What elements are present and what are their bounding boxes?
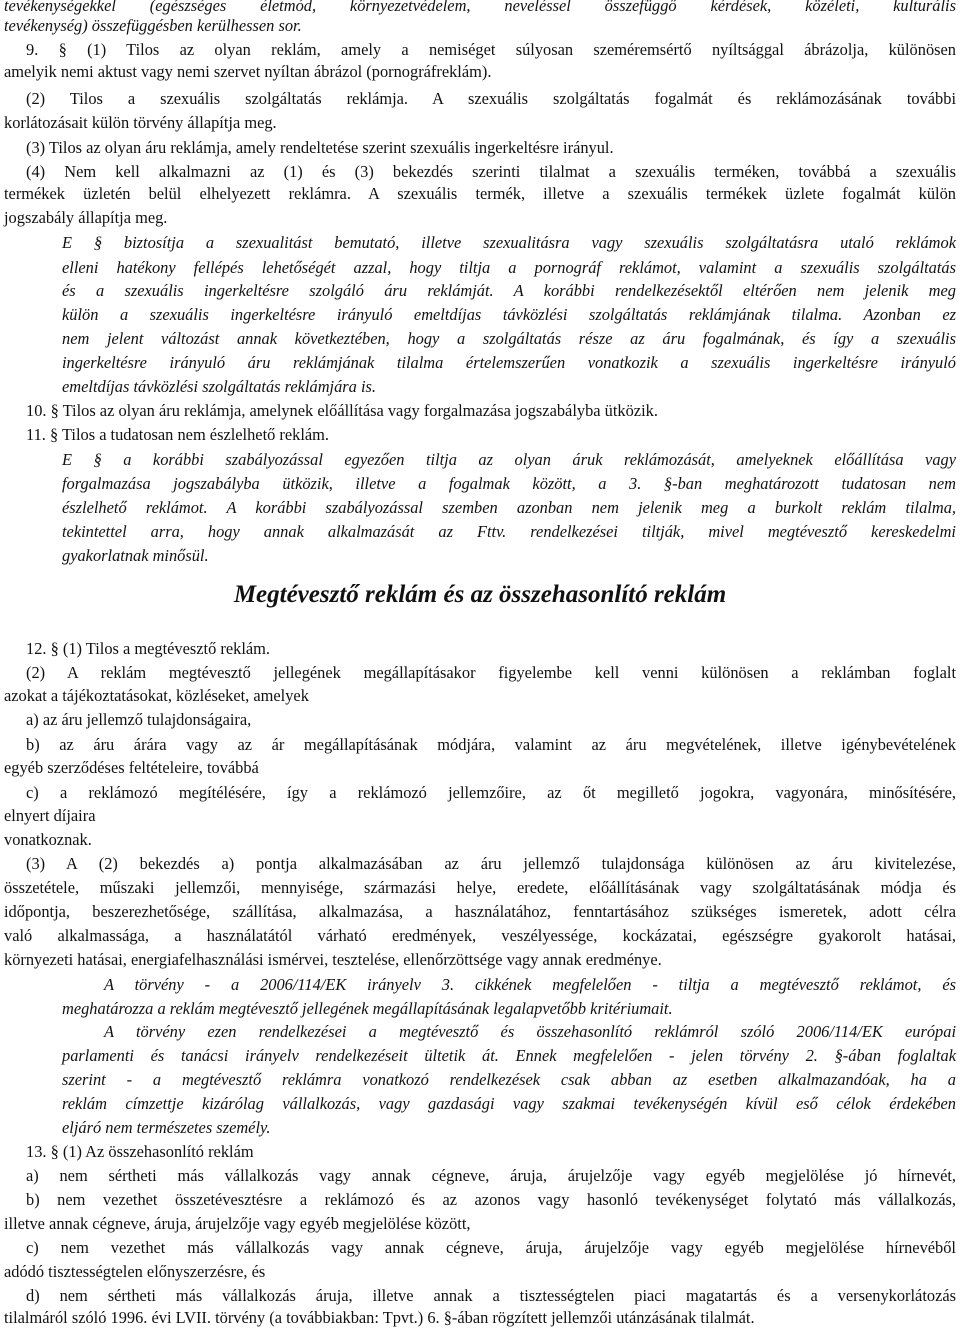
text-line: amelyik nemi aktust vagy nemi szervet nyíltan ábrázol (pornográfreklám).	[4, 62, 492, 81]
text-line: tilalmáról szóló 1996. évi LVII. törvény (a továbbiakban: Tpvt.) 6. §-ában rögzített jellemzői utánzásának tilalmát.	[4, 1308, 755, 1327]
text-line: jogszabály állapítja meg.	[4, 208, 168, 227]
text-line: tekintettel arra, hogy annak alkalmazását az Fttv. rendelkezései tiltják, mivel megtévesztő kereskedelmi	[62, 522, 956, 541]
text-line: parlamenti és tanácsi irányelv rendelkezéseit ültetik át. Ennek megfelelően - jelen törvény 2. §-ában foglaltak	[62, 1046, 956, 1065]
section-heading: Megtévesztő reklám és az összehasonlító reklám	[233, 581, 727, 608]
text-line: a) az áru jellemző tulajdonságaira,	[26, 710, 252, 729]
text-line: észlelhető reklámot. A korábbi szabályozással szemben azonban nem jelenik meg a burkolt reklám tilalma,	[62, 498, 956, 517]
text-line: (4) Nem kell alkalmazni az (1) és (3) bekezdés szerinti tilalmat a szexuális terméken, továbbá a szexuális	[26, 162, 956, 181]
text-line: c) a reklámozó megítélésére, így a reklámozó jellemzőire, az őt megillető jogokra, vagyonára, minősítésére,	[26, 783, 956, 802]
text-line: és a szexuális ingerkeltésre szolgáló áru reklámját. A korábbi rendelkezésektől eltérően nem jelenik meg	[62, 281, 956, 300]
text-line: való alkalmassága, a használatától várható eredmények, veszélyessége, kockázatai, egészségre gyakorolt hatásai,	[4, 926, 956, 945]
text-line: eljáró nem természetes személy.	[62, 1118, 271, 1137]
text-line: 12. § (1) Tilos a megtévesztő reklám.	[26, 639, 271, 658]
text-line: b) az áru árára vagy az ár megállapításának módjára, valamint az áru megvételének, illetve igénybevételének	[26, 735, 956, 754]
text-line: tevékenységekkel (egészséges életmód, környezetvédelem, neveléssel összefüggő kérdések, közéleti, kulturális	[4, 0, 956, 15]
text-line: összetétele, műszaki jellemzői, mennyisége, származási helye, eredete, előállításának vagy szolgáltatásának módja és	[4, 878, 956, 897]
text-line: korlátozásait külön törvény állapítja meg.	[4, 113, 277, 132]
text-line: E § a korábbi szabályozással egyezően tiltja az olyan áruk reklámozását, amelyeknek előállítása vagy	[62, 450, 956, 469]
text-line: illetve annak cégneve, áruja, árujelzője vagy egyéb megjelölése között,	[4, 1214, 471, 1233]
text-line: környezeti hatásai, energiafelhasználási ismérvei, tesztelése, ellenőrzöttsége vagy annak eredménye.	[4, 950, 662, 969]
text-line: vonatkoznak.	[4, 830, 92, 849]
text-line: reklám címzettje kizárólag vállalkozás, vagy gazdasági vagy szakmai tevékenységén kívül eső célok érdekében	[62, 1094, 956, 1113]
text-line: nem jelent változást annak következtében, hogy a szolgáltatás része az áru fogalmának, és így a szexuális	[62, 329, 956, 348]
text-line: (2) Tilos a szexuális szolgáltatás reklámja. A szexuális szolgáltatás fogalmát és reklámozásának további	[26, 89, 956, 108]
text-line: c) nem vezethet más vállalkozás vagy annak cégneve, áruja, árujelzője vagy egyéb megjelölése hírnevéből	[26, 1238, 956, 1257]
text-line: A törvény ezen rendelkezései a megtévesztő és összehasonlító reklámról szóló 2006/114/EK európai	[104, 1022, 956, 1041]
text-line: azokat a tájékoztatásokat, közléseket, amelyek	[4, 686, 309, 705]
text-line: forgalmazása jogszabályba ütközik, illetve a fogalmak között, a 3. §-ban meghatározott tudatosan nem	[62, 474, 956, 493]
text-line: E § biztosítja a szexualitást bemutató, illetve szexualitásra vagy szexuális szolgáltatásra utaló reklámok	[62, 233, 956, 252]
text-line: 9. § (1) Tilos az olyan reklám, amely a nemiséget súlyosan szeméremsértő nyíltsággal ábrázolja, különösen	[26, 40, 956, 59]
text-line: tevékenység) összefüggésben kerülhessen sor.	[4, 16, 302, 35]
text-line: (3) Tilos az olyan áru reklámja, amely rendeltetése szerint szexuális ingerkeltésre irányul.	[26, 138, 614, 157]
text-line: d) nem sértheti más vállalkozás áruja, illetve annak a tisztességtelen piaci magatartás és a versenykorlátozás	[26, 1286, 956, 1305]
text-line: szerint - a megtévesztő reklámra vonatkozó rendelkezések csak abban az esetben alkalmazandóak, ha a	[62, 1070, 956, 1089]
text-line: 13. § (1) Az összehasonlító reklám	[26, 1142, 254, 1161]
text-line: meghatározza a reklám megtévesztő jellegének megállapításának legalapvetőbb kritériumait.	[62, 999, 673, 1018]
text-line: elnyert díjaira	[4, 806, 96, 825]
text-line: elleni hatékony fellépés lehetőségét azzal, hogy tiltja a pornográf reklámot, valamint a szexuális szolgáltatás	[62, 258, 956, 277]
text-line: adódó tisztességtelen előnyszerzésre, és	[4, 1262, 266, 1281]
text-line: gyakorlatnak minősül.	[62, 546, 209, 565]
text-line: termékek üzletén belül elhelyezett reklámra. A szexuális termék, illetve a szexuális termékek üzlete fogalmát külön	[4, 184, 956, 203]
text-line: időpontja, beszerezhetősége, szállítása, alkalmazása, a használatához, fenntartásához szükséges ismeretek, adott célra	[4, 902, 956, 921]
text-line: külön a szexuális ingerkeltésre irányuló emeltdíjas távközlési szolgáltatás reklámjának tilalma. Azonban ez	[62, 305, 956, 324]
text-line: emeltdíjas távközlési szolgáltatás reklámjára is.	[62, 377, 376, 396]
text-line: b) nem vezethet összetévesztésre a reklámozó és az azonos vagy hasonló tevékenységet folytató más vállalkozás,	[26, 1190, 956, 1209]
text-line: A törvény - a 2006/114/EK irányelv 3. cikkének megfelelően - tiltja a megtévesztő reklámot, és	[104, 975, 956, 994]
text-line: (3) A (2) bekezdés a) pontja alkalmazásában az áru jellemző tulajdonsága különösen az áru kivitelezése,	[26, 854, 956, 873]
text-line: ingerkeltésre irányuló áru reklámjának tilalma értelemszerűen vonatkozik a szexuális ingerkeltésre irányuló	[62, 353, 956, 372]
text-line: 11. § Tilos a tudatosan nem észlelhető reklám.	[26, 425, 330, 444]
text-line: 10. § Tilos az olyan áru reklámja, amelynek előállítása vagy forgalmazása jogszabályba ütközik.	[26, 401, 658, 420]
text-line: a) nem sértheti más vállalkozás vagy annak cégneve, áruja, árujelzője vagy egyéb megjelölése jó hírnevét,	[26, 1166, 956, 1185]
text-line: egyéb szerződéses feltételeire, továbbá	[4, 758, 259, 777]
text-line: (2) A reklám megtévesztő jellegének megállapításakor figyelembe kell venni különösen a reklámban foglalt	[26, 663, 956, 682]
